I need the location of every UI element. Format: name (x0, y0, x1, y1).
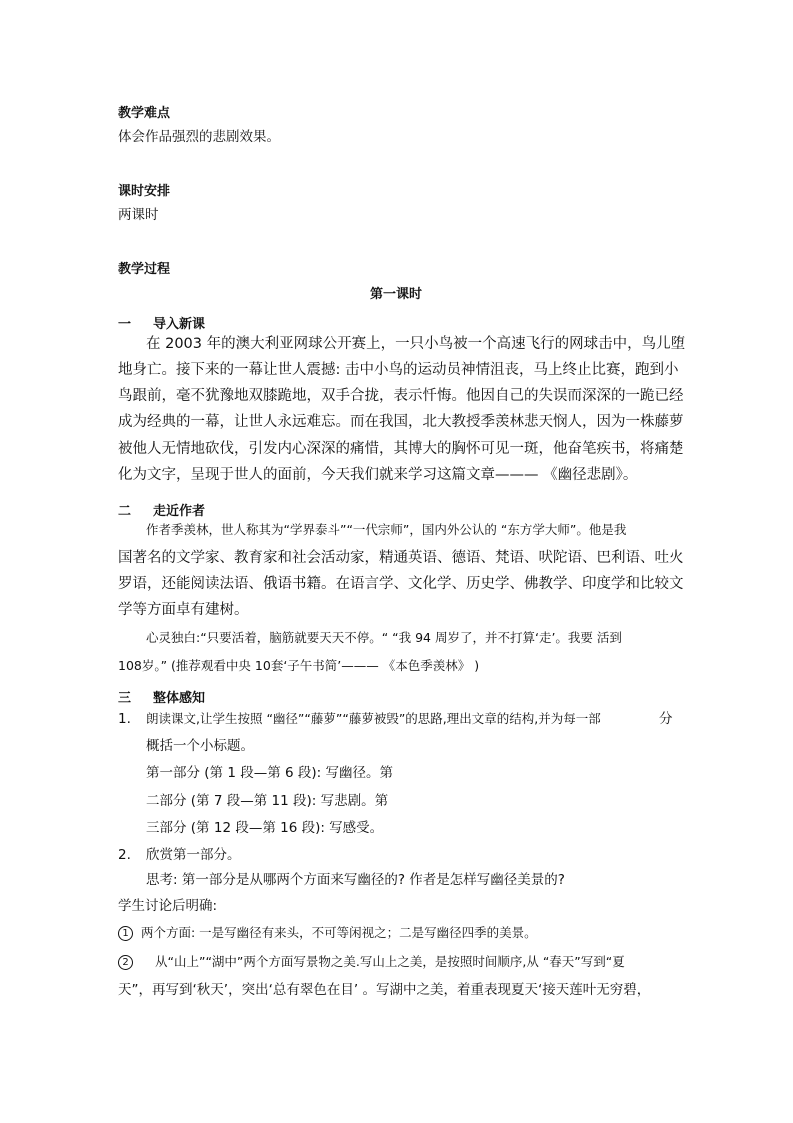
process-heading: 教学过程 (118, 262, 171, 277)
item1-text: 朗读课文,让学生按照 “幽径”“藤萝”“藤萝被毁”的思路,理出文章的结构,并为每一部 (146, 711, 601, 726)
part1-line: 被他人无情地砍伐，引发内心深深的痛惜，其博大的胸怀可见一斑，他奋笔疾书，将痛楚 (118, 441, 684, 457)
item1-number: 1. (118, 711, 131, 727)
part1-line: 鸟跟前，毫不犹豫地双膝跪地，双手合拢，表示忏悔。他因自己的失误而深深的一跪已经 (118, 388, 684, 404)
part2-number: 二 (118, 504, 132, 519)
part1-line: 在 2003 年的澳大利亚网球公开赛上，一只小鸟被一个高速飞行的网球击中，鸟儿堕 (146, 336, 686, 352)
circled-number: 2 (118, 955, 133, 970)
conclusion-2-cont: 天”，再写到‘秋天’，突出‘总有翠色在目’ 。写湖中之美，着重表现夏天‘接天莲叶无穷碧， (118, 982, 651, 998)
item1-cont: 概括一个小标题。 (146, 738, 254, 754)
part1-title: 导入新课 (153, 317, 206, 332)
circled-number: 1 (118, 926, 133, 941)
part2-title: 走近作者 (153, 504, 206, 519)
part2-line: 国著名的文学家、教育家和社会活动家，精通英语、德语、梵语、吠陀语、巴利语、吐火 (118, 550, 684, 566)
part2-line: 学等方面卓有建树。 (118, 602, 249, 618)
item1-tail: 分 (659, 711, 673, 727)
conclusion-1 (118, 926, 537, 941)
difficulty-text: 体会作品强烈的悲剧效果。 (118, 129, 280, 145)
think-question: 思考: 第一部分是从哪两个方面来写幽径的? 作者是怎样写幽径美景的? (146, 872, 565, 888)
part3-number: 三 (118, 691, 132, 706)
part1-line: 成为经典的一幕，让世人永远难忘。而在我国，北大教授季羡林悲天悯人，因为一株藤萝 (118, 414, 684, 430)
segment-line: 三部分 (第 12 段—第 16 段): 写感受。 (146, 820, 384, 836)
segment-line: 二部分 (第 7 段—第 11 段): 写悲剧。第 (146, 793, 389, 809)
item2-number: 2. (118, 847, 131, 863)
part3-title: 整体感知 (153, 691, 206, 706)
part2-line: 作者季羡林，世人称其为“学界泰斗”“一代宗师”，国内外公认的 “东方学大师”。他是我 (146, 522, 627, 537)
part1-number: 一 (118, 317, 132, 332)
part2-line: 108岁。” (推荐观看中央 10套‘子午书简’——— 《本色季羡林》 ) (118, 658, 480, 673)
schedule-text: 两课时 (118, 207, 159, 223)
part2-line: 心灵独白:“只要活着，脑筋就要天天不停。“ “我 94 周岁了，并不打算‘走’。我要 活到 (146, 630, 622, 645)
segment-line: 第一部分 (第 1 段—第 6 段): 写幽径。第 (146, 765, 394, 781)
discuss-label: 学生讨论后明确: (118, 898, 218, 914)
item2-text: 欣赏第一部分。 (146, 847, 241, 863)
conclusion-2-text: 从“山上”“湖中”两个方面写景物之美.写山上之美，是按照时间顺序,从 “春天”写到“夏 (155, 954, 625, 969)
part1-line: 化为文字，呈现于世人的面前，今天我们就来学习这篇文章——— 《幽径悲剧》。 (118, 467, 638, 483)
part2-line: 罗语，还能阅读法语、俄语书籍。在语言学、文化学、历史学、佛教学、印度学和比较文 (118, 576, 684, 592)
conclusion-1-text: 两个方面: 一是写幽径有来头，不可等闲视之；二是写幽径四季的美景。 (141, 925, 537, 940)
schedule-heading: 课时安排 (118, 184, 171, 199)
lesson-title: 第一课时 (370, 287, 423, 302)
part1-line: 地身亡。接下来的一幕让世人震撼: 击中小鸟的运动员神情沮丧，马上终止比赛，跑到小 (118, 362, 679, 378)
conclusion-2 (118, 955, 625, 970)
difficulty-heading: 教学难点 (118, 106, 171, 121)
